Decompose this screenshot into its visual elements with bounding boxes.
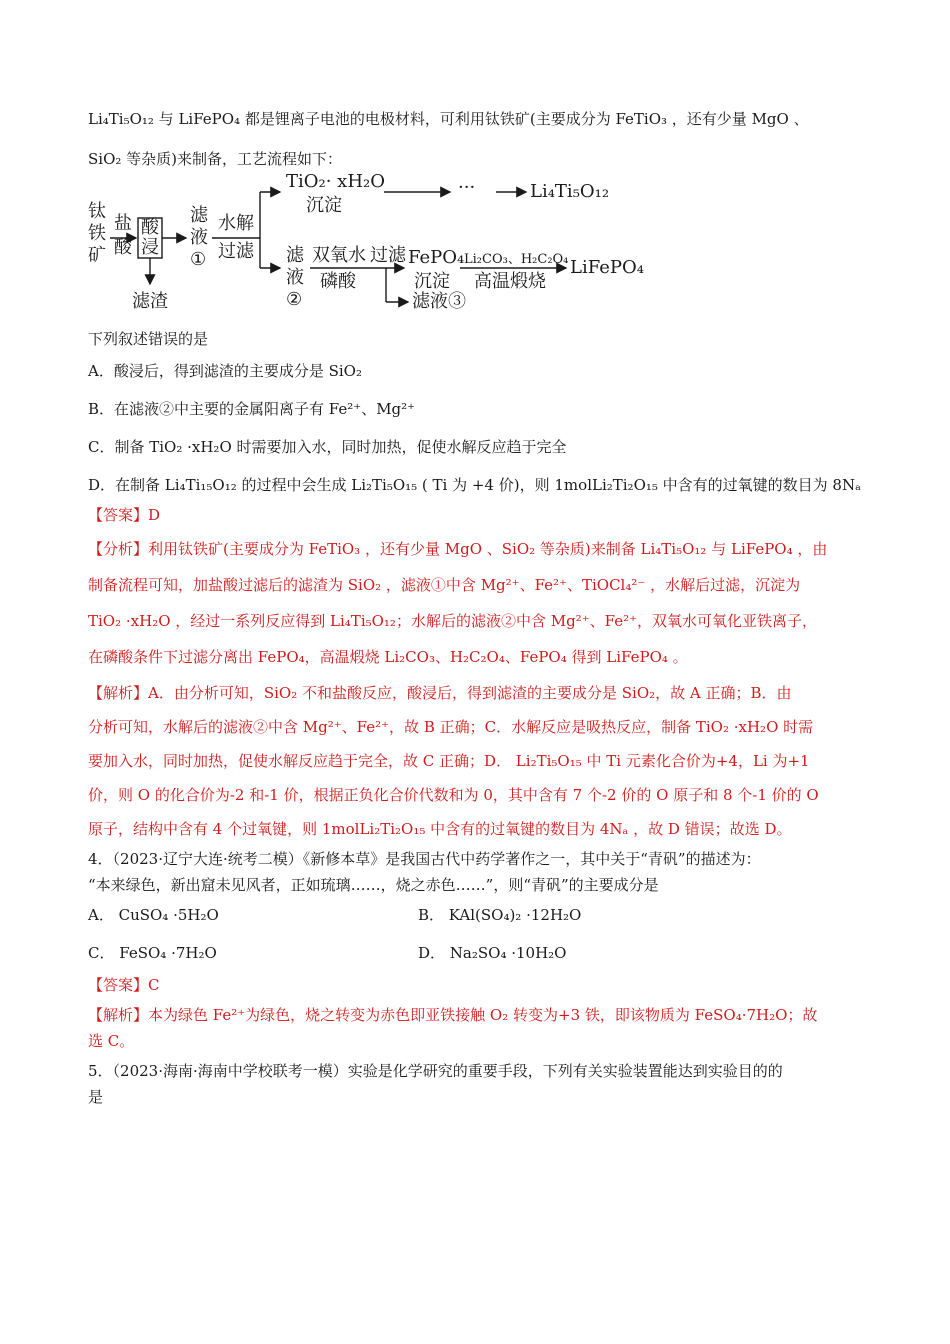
q4-answer: 【答案】C [88,976,160,994]
flow-filter-2: 过滤 [370,245,406,266]
flow-filtrate2-2: 液 [286,267,304,288]
flow-hydrolysis: 水解 [218,213,254,234]
q4-option-c: C． FeSO₄ ·7H₂O [88,944,217,962]
flow-product-2: LiFePO₄ [570,257,644,278]
q4-option-a: A． CuSO₄ ·5H₂O [88,906,219,924]
flow-ore-2: 铁 [88,223,106,244]
q4-stem-1: 4．（2023·辽宁大连·统考二模）《新修本草》是我国古代中药学著作之一，其中关于“青矾”的描述为： [88,850,761,868]
q4-option-d: D． Na₂SO₄ ·10H₂O [418,944,567,962]
q3-option-c: C．制备 TiO₂ ·xH₂O 时需要加入水，同时加热，促使水解反应趋于完全 [88,438,567,456]
q3-analysis-1: 【分析】利用钛铁矿(主要成分为 FeTiO₃ ，还有少量 MgO 、SiO₂ 等杂质)来制备 Li₄Ti₅O₁₂ 与 LiFePO₄ ，由 [88,540,828,558]
flow-ore-1: 钛 [88,201,106,222]
q4-explanation-1: 【解析】本为绿色 Fe²⁺为绿色，烧之转变为赤色即亚铁接触 O₂ 转变为+3 铁，即该物质为 FeSO₄·7H₂O；故 [88,1006,818,1024]
q5-stem-1: 5．（2023·海南·海南中学校联考一模）实验是化学研究的重要手段，下列有关实验装置能达到实验目的的 [88,1062,783,1080]
flow-filtrate-3: 滤液③ [412,291,466,312]
q5-stem-2: 是 [88,1088,104,1106]
flow-filtrate2-3: ② [286,289,303,310]
flow-filter-1: 过滤 [218,241,254,262]
flow-fepo4: FePO₄ [408,247,465,268]
flow-acid-above: 盐 [114,213,132,234]
q4-options-row-1 [88,904,863,926]
flow-precip-2: 沉淀 [414,271,450,292]
flow-calcine: 高温煅烧 [474,271,546,292]
q4-options-row-2 [88,942,863,964]
q3-analysis-2: 制备流程可知，加盐酸过滤后的滤渣为 SiO₂ ，滤液①中含 Mg²⁺、Fe²⁺、TiOCl₄²⁻ ，水解后过滤，沉淀为 [88,576,801,594]
flow-tio2: TiO₂· xH₂O [286,171,385,192]
flow-acid-below: 酸 [114,237,132,258]
q3-analysis-3: TiO₂ ·xH₂O ，经过一系列反应得到 Li₄Ti₅O₁₂；水解后的滤液②中含 Mg²⁺、Fe²⁺，双氧水可氧化亚铁离子， [88,612,818,630]
flow-product-1: Li₄Ti₅O₁₂ [530,181,610,202]
q4-stem-2: “本来绿色，新出窟未见风者，正如琉璃……，烧之赤色……”，则“青矾”的主要成分是 [88,876,659,894]
flow-h3po4: 磷酸 [320,271,356,292]
q3-explanation-2: 分析可知，水解后的滤液②中含 Mg²⁺、Fe²⁺，故 B 正确；C．水解反应是吸热反应，制备 TiO₂ ·xH₂O 时需 [88,718,814,736]
q3-analysis-4: 在磷酸条件下过滤分离出 FePO₄，高温煅烧 Li₂CO₃、H₂C₂O₄、FePO₄ 得到 LiFePO₄ 。 [88,648,688,666]
q4-option-b: B． KAl(SO₄)₂ ·12H₂O [418,906,582,924]
flow-filtrate1-3: ① [190,249,207,270]
q3-option-b: B．在滤液②中主要的金属阳离子有 Fe²⁺、Mg²⁺ [88,400,416,418]
flow-filtrate2-1: 滤 [286,245,304,266]
flow-h2o2: 双氧水 [312,245,366,266]
flow-residue: 滤渣 [132,291,168,312]
q4-explanation-2: 选 C。 [88,1032,135,1050]
flow-dots: ··· [458,177,476,198]
q3-explanation-3: 要加入水，同时加热，促使水解反应趋于完全，故 C 正确；D． Li₂Ti₅O₁₅ 中 Ti 元素化合价为+4，Li 为+1 [88,752,810,770]
process-flow-diagram [88,172,688,322]
flow-box-1: 酸 [141,217,159,238]
q3-explanation-4: 价，则 O 的化合价为-2 和-1 价，根据正负化合价代数和为 0，其中含有 7 个-2 价的 O 原子和 8 个-1 价的 O [88,786,819,804]
document-page [88,108,863,1108]
flow-filtrate1-1: 滤 [190,205,208,226]
intro-line-1: Li₄Ti₅O₁₂ 与 LiFePO₄ 都是锂离子电池的电极材料，可利用钛铁矿(主要成分为 FeTiO₃ ，还有少量 MgO 、 [88,110,809,128]
q3-answer: 【答案】D [88,506,161,524]
flow-precip-1: 沉淀 [306,195,342,216]
q3-stem: 下列叙述错误的是 [88,330,209,348]
intro-line-2: SiO₂ 等杂质)来制备，工艺流程如下： [88,150,343,168]
q3-option-a: A．酸浸后，得到滤渣的主要成分是 SiO₂ [88,362,362,380]
q3-option-d: D．在制备 Li₄Ti₁₅O₁₂ 的过程中会生成 Li₂Ti₅O₁₅ ( Ti 为 +4 价)，则 1molLi₂Ti₂O₁₅ 中含有的过氧键的数目为 8Nₐ [88,476,861,494]
flow-reagents: Li₂CO₃、H₂C₂O₄ [464,252,569,267]
flow-box-2: 浸 [141,237,159,258]
q3-explanation-1: 【解析】A．由分析可知，SiO₂ 不和盐酸反应，酸浸后，得到滤渣的主要成分是 SiO₂，故 A 正确；B．由 [88,684,792,702]
flow-filtrate1-2: 液 [190,227,208,248]
q3-explanation-5: 原子，结构中含有 4 个过氧键，则 1molLi₂Ti₂O₁₅ 中含有的过氧键的数目为 4Nₐ ，故 D 错误；故选 D。 [88,820,792,838]
flow-ore-3: 矿 [88,245,106,266]
